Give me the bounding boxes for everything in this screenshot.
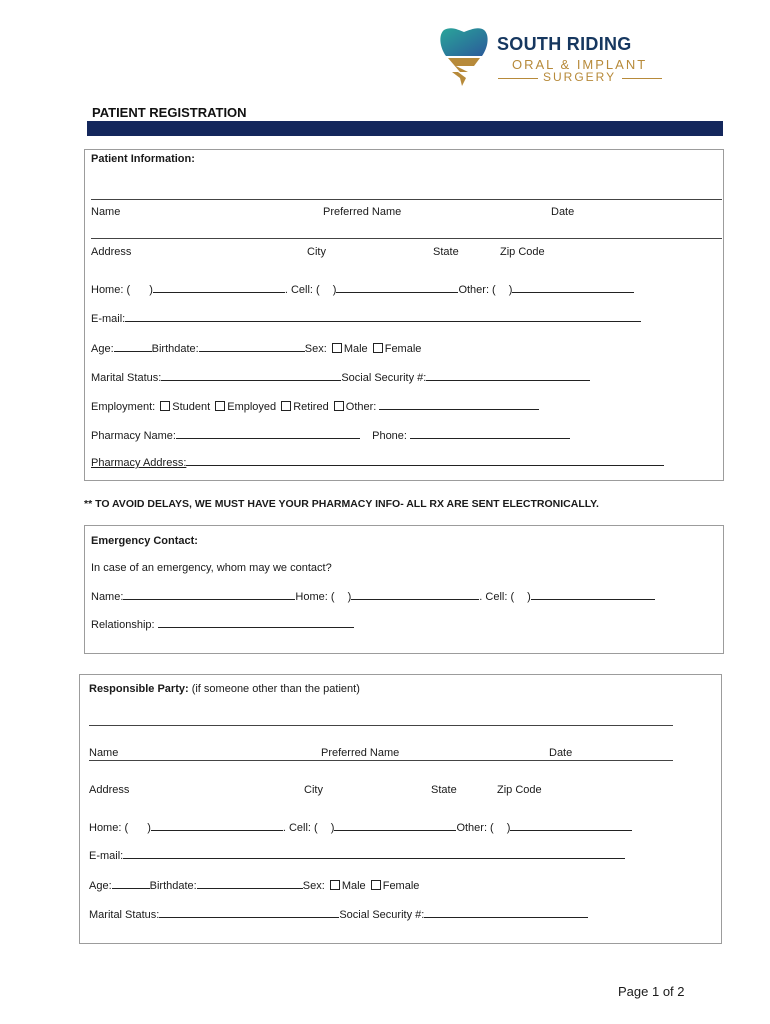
rp-name-line[interactable] [89, 725, 673, 726]
marital-label: Marital Status: [91, 372, 162, 384]
pharmacy-row [91, 428, 570, 442]
rp-name-label: Name [89, 747, 119, 759]
preferred-name-label: Preferred Name [323, 206, 402, 218]
student-checkbox[interactable] [160, 401, 170, 411]
ssn-field[interactable] [426, 370, 590, 381]
rp-email-field[interactable] [123, 848, 625, 859]
home-phone-field[interactable] [153, 282, 285, 293]
student-label: Student [172, 401, 211, 413]
pharmacy-name-label: Pharmacy Name: [91, 430, 176, 442]
emergency-home-label: Home: ( [295, 591, 335, 603]
birthdate-field[interactable] [199, 341, 305, 352]
rp-ssn-label: Social Security #: [339, 909, 425, 921]
emergency-name-label: Name: [91, 591, 124, 603]
address-line[interactable] [91, 238, 722, 239]
rp-preferred-name-label: Preferred Name [321, 747, 400, 759]
pharmacy-phone-label: Phone: [372, 430, 407, 442]
retired-label: Retired [293, 401, 329, 413]
logo-line-1: SOUTH RIDING [497, 34, 632, 54]
responsible-party-section [79, 674, 722, 944]
logo-rule-left [498, 78, 538, 79]
employment-label: Employment: [91, 401, 156, 413]
rp-other-phone-label: Other: ( [456, 822, 494, 834]
rp-male-checkbox[interactable] [330, 880, 340, 890]
other-employment-checkbox[interactable] [334, 401, 344, 411]
rp-female-checkbox[interactable] [371, 880, 381, 890]
emergency-home-field[interactable] [351, 589, 479, 600]
rp-phone-row: Home: ( ) . Cell: ( ) Other: ( ) [89, 820, 632, 834]
rp-male-label: Male [341, 880, 366, 892]
other-phone-field[interactable] [512, 282, 634, 293]
pharmacy-address-field[interactable] [186, 455, 664, 466]
rp-address-label: Address [89, 784, 130, 796]
cell-phone-field[interactable] [336, 282, 458, 293]
home-phone-label: Home: ( [91, 284, 131, 296]
rp-home-phone-field[interactable] [151, 820, 283, 831]
name-line[interactable] [91, 199, 722, 200]
retired-checkbox[interactable] [281, 401, 291, 411]
rp-cell-phone-label: . Cell: ( [282, 822, 318, 834]
rp-age-label: Age: [89, 880, 112, 892]
rp-cell-phone-field[interactable] [334, 820, 456, 831]
email-label: E-mail: [91, 313, 126, 325]
patient-info-heading: Patient Information: [91, 153, 195, 165]
logo-line-2: ORAL & IMPLANT [512, 57, 648, 72]
relationship-field[interactable] [158, 617, 354, 628]
rp-city-label: City [304, 784, 323, 796]
page-number: Page 1 of 2 [618, 984, 685, 999]
pharmacy-phone-field[interactable] [410, 428, 570, 439]
zip-label: Zip Code [500, 246, 545, 258]
rp-zip-label: Zip Code [497, 784, 542, 796]
emergency-question: In case of an emergency, whom may we contact? [91, 562, 332, 574]
emergency-contact-row: Name: Home: ( ) . Cell: ( ) [91, 589, 655, 603]
phone-row: Home: ( ) . Cell: ( ) Other: ( ) [91, 282, 634, 296]
marital-field[interactable] [161, 370, 341, 381]
cell-phone-label: . Cell: ( [284, 284, 320, 296]
female-label: Female [384, 343, 422, 355]
rp-sex-label: Sex: [302, 880, 325, 892]
age-label: Age: [91, 343, 114, 355]
rp-home-phone-label: Home: ( [89, 822, 129, 834]
emergency-cell-field[interactable] [531, 589, 655, 600]
relationship-label: Relationship: [91, 619, 155, 631]
other-employment-field[interactable] [379, 399, 539, 410]
rp-marital-row [89, 907, 588, 921]
rp-date-label: Date [549, 747, 573, 759]
birthdate-label: Birthdate: [151, 343, 199, 355]
rp-birthdate-label: Birthdate: [149, 880, 197, 892]
rp-marital-field[interactable] [159, 907, 339, 918]
rp-email-row [89, 848, 625, 862]
employed-checkbox[interactable] [215, 401, 225, 411]
relationship-row [91, 617, 354, 631]
pharmacy-address-row [91, 455, 664, 469]
rp-address-line[interactable] [89, 760, 673, 761]
email-field[interactable] [125, 311, 641, 322]
rp-ssn-field[interactable] [424, 907, 588, 918]
responsible-heading-row [89, 683, 360, 695]
rp-email-label: E-mail: [89, 850, 124, 862]
date-label: Date [551, 206, 575, 218]
other-phone-label: Other: ( [458, 284, 496, 296]
logo-rule-right [622, 78, 662, 79]
age-field[interactable] [114, 341, 152, 352]
sex-label: Sex: [304, 343, 327, 355]
emergency-heading: Emergency Contact: [91, 535, 198, 547]
page-title: PATIENT REGISTRATION [92, 105, 247, 120]
employed-label: Employed [227, 401, 277, 413]
address-label: Address [91, 246, 132, 258]
rp-female-label: Female [382, 880, 420, 892]
pharmacy-name-field[interactable] [176, 428, 360, 439]
male-label: Male [343, 343, 368, 355]
responsible-heading-note: (if someone other than the patient) [191, 683, 360, 695]
rp-marital-label: Marital Status: [89, 909, 160, 921]
emergency-cell-label: . Cell: ( [479, 591, 515, 603]
ssn-label: Social Security #: [341, 372, 427, 384]
name-label: Name [91, 206, 121, 218]
age-row [91, 341, 421, 355]
female-checkbox[interactable] [373, 343, 383, 353]
rp-age-field[interactable] [112, 878, 150, 889]
emergency-name-field[interactable] [123, 589, 295, 600]
logo-line-3: SURGERY [543, 70, 617, 84]
title-bar [87, 121, 723, 136]
city-label: City [307, 246, 326, 258]
rp-other-phone-field[interactable] [510, 820, 632, 831]
tooth-logo-icon [438, 26, 490, 88]
other-employment-label: Other: [345, 401, 377, 413]
employment-row [91, 399, 539, 413]
email-row [91, 311, 641, 325]
rp-age-row [89, 878, 419, 892]
rp-birthdate-field[interactable] [197, 878, 303, 889]
state-label: State [433, 246, 459, 258]
responsible-heading: Responsible Party: [89, 683, 189, 695]
pharmacy-address-label: Pharmacy Address: [91, 457, 187, 469]
male-checkbox[interactable] [332, 343, 342, 353]
pharmacy-notice: ** TO AVOID DELAYS, WE MUST HAVE YOUR PHARMACY INFO- ALL RX ARE SENT ELECTRONICALLY. [84, 498, 599, 510]
rp-state-label: State [431, 784, 457, 796]
marital-row [91, 370, 590, 384]
